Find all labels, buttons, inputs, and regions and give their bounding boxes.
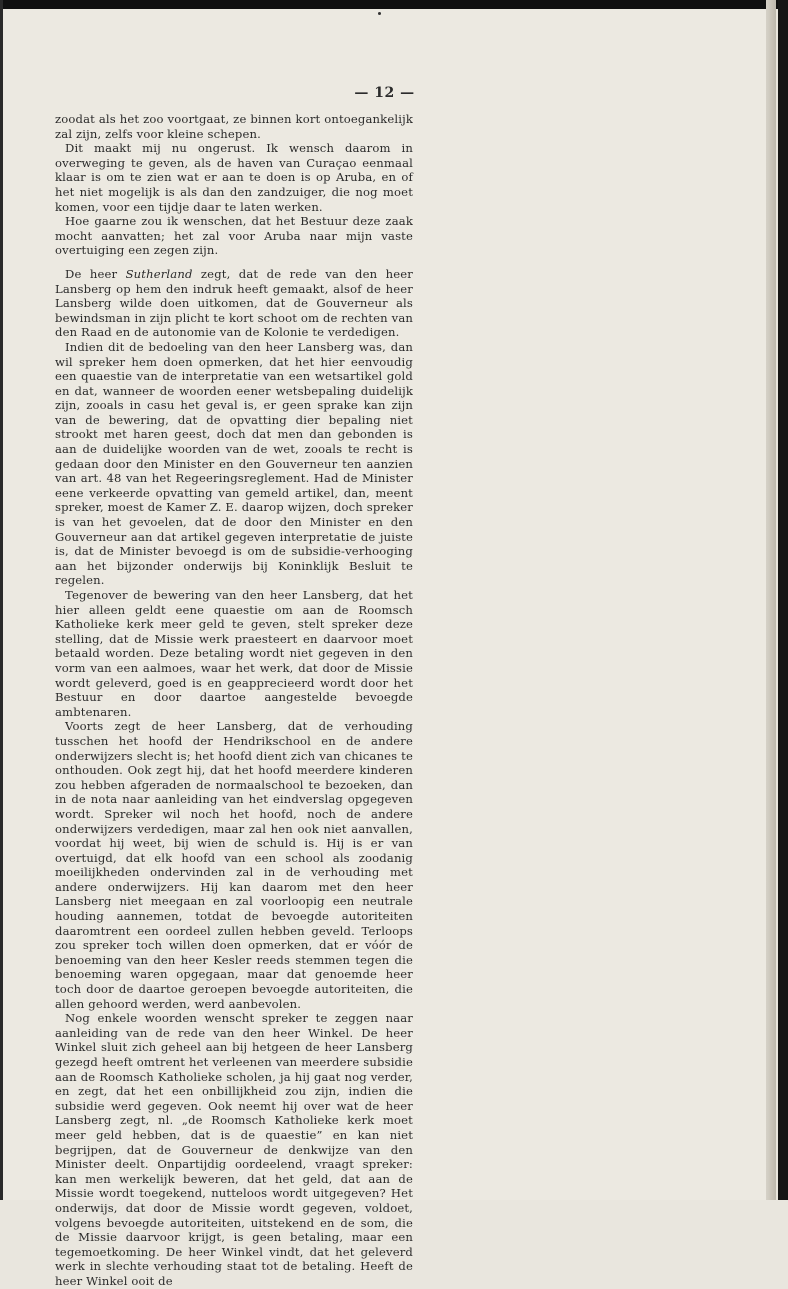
paragraph: Hoe gaarne zou ik wenschen, dat het Bestuur deze zaak mocht aanvatten; het zal voor Aruba naar mijn vaste overtuiging een zegen zijn. — [55, 214, 413, 258]
page-number: — 12 — — [354, 85, 415, 101]
paragraph: Indien dit de bedoeling van den heer Lansberg was, dan wil spreker hem doen opmerken, dat het hier eenvoudig een quaestie van de interpretatie van een wetsartikel gold en dat, wanneer de woorden eener wetsbepaling duidelijk zijn, zooals in casu het geval is, er geen sprake kan zijn van de bewering, dat de opvatting dier bepaling niet strookt met haren geest, doch dat men dan gebonden is aan de duidelijke woorden van de wet, zooals te recht is gedaan door den Minister en den Gouverneur ten aanzien van art. 48 van het Regeeringsreglement. Had de Minister eene verkeerde opvatting van gemeld artikel, dan, meent spreker, moest de Kamer Z. E. daarop wijzen, doch spreker is van het gevoelen, dat de door den Minister en den Gouverneur aan dat artikel gegeven interpretatie de juiste is, dat de Minister bevoegd is om de subsidie-verhooging aan het bijzonder onderwijs bij Koninklijk Besluit te regelen. — [55, 339, 413, 588]
scan-border-top — [0, 0, 788, 9]
scan-speck — [378, 12, 381, 15]
scan-border-right — [778, 0, 788, 1200]
text-column — [55, 112, 413, 1289]
paragraph: zoodat als het zoo voortgaat, ze binnen kort ontoegankelijk zal zijn, zelfs voor kleine schepen. — [55, 112, 413, 141]
document-page — [3, 9, 766, 1288]
paragraph: Voorts zegt de heer Lansberg, dat de verhouding tusschen het hoofd der Hendrikschool en de andere onderwijzers slecht is; het hoofd dient zich van chicanes te onthouden. Ook zegt hij, dat het hoofd meerdere kinderen zou hebben afgeraden de normaalschool te bezoeken, dan in de nota naar aanleiding van het eindverslag opgegeven wordt. Spreker wil noch het hoofd, noch de andere onderwijzers verdedigen, maar zal hen ook niet aanvallen, voordat hij weet, bij wien de schuld is. Hij is er van overtuigd, dat elk hoofd van een school als zoodanig moeilijkheden ondervinden zal in de verhouding met andere onderwijzers. Hij kan daarom met den heer Lansberg niet meegaan en zal voorloopig een neutrale houding aannemen, totdat de bevoegde autoriteiten daaromtrent een oordeel zullen hebben geveld. Terloops zou spreker toch willen doen opmerken, dat er vóór de benoeming van den heer Kesler reeds stemmen tegen die benoeming waren opgegaan, maar dat genoemde heer toch door de daartoe geroepen bevoegde autoriteiten, die allen gehoord werden, werd aanbevolen. — [55, 719, 413, 1011]
paragraph: Nog enkele woorden wenscht spreker te zeggen naar aanleiding van de rede van den heer Winkel. De heer Winkel sluit zich geheel aan bij hetgeen de heer Lansberg gezegd heeft omtrent het verleenen van meerdere subsidie aan de Roomsch Katholieke scholen, ja hij gaat nog verder, en zegt, dat het een onbillijkheid zou zijn, indien die subsidie werd gegeven. Ook neemt hij over wat de heer Lansberg zegt, nl. „de Roomsch Katholieke kerk moet meer geld hebben, dat is de quaestie” en kan niet begrijpen, dat de Gouverneur de denkwijze van den Minister deelt. Onpartijdig oordeelend, vraagt spreker: kan men werkelijk beweren, dat het geld, dat aan de Missie wordt toegekend, nutteloos wordt uitgegeven? Het onderwijs, dat door de Missie wordt gegeven, voldoet, volgens bevoegde autoriteiten, uitstekend en de som, die de Missie daarvoor krijgt, is geen betaling, maar een tegemoetkoming. De heer Winkel vindt, dat het geleverd werk in slechte verhouding staat tot de betaling. Heeft de heer Winkel ooit de — [55, 1011, 413, 1288]
speaker-text: zegt, dat de rede van den heer Lansberg op hem den indruk heeft gemaakt, alsof de heer Lansberg wilde doen uitkomen, dat de Gouverneur als bewindsman in zijn plicht te kort schoot om de rechten van den Raad en de autonomie van de Kolonie te verdedigen. — [55, 266, 413, 340]
speaker-paragraph — [55, 267, 413, 340]
page-edge-shadow — [766, 0, 776, 1200]
speaker-prefix: De heer — [65, 266, 126, 281]
paragraph: Dit maakt mij nu ongerust. Ik wensch daarom in overweging te geven, als de haven van Curaçao eenmaal klaar is om te zien wat er aan te doen is op Aruba, en of het niet mogelijk is als dan den zandzuiger, die nog moet komen, voor een tijdje daar te laten werken. — [55, 141, 413, 214]
section-break — [55, 258, 413, 267]
speaker-name: Sutherland — [125, 266, 193, 281]
paragraph: Tegenover de bewering van den heer Lansberg, dat het hier alleen geldt eene quaestie om aan de Roomsch Katholieke kerk meer geld te geven, stelt spreker deze stelling, dat de Missie werk praesteert en daarvoor moet betaald worden. Deze betaling wordt niet gegeven in den vorm van een aalmoes, waar het werk, dat door de Missie wordt geleverd, goed is en geapprecieerd wordt door het Bestuur en door daartoe aangestelde bevoegde ambtenaren. — [55, 588, 413, 719]
